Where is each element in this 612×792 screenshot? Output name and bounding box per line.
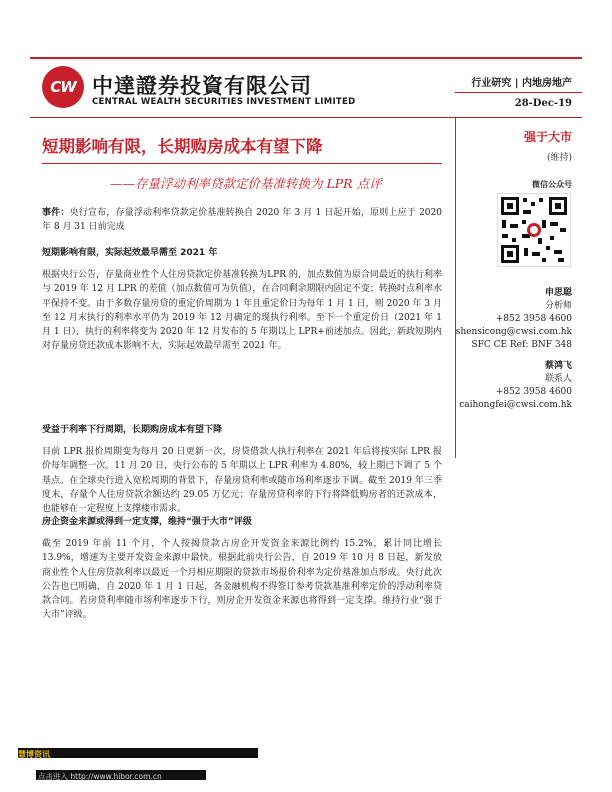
section-text-3: 截至 2019 年前 11 个月，个人按揭贷款占房企开发资金来源比例约 15.2%，累计同比增长 13.9%，增速为主要开发资金来源中最快。根据此前央行公告，自 2019 年 10 月 8 日起，新发放商业性个人住房贷款利率以最近一个月相应期限的贷款市场报价利率为定价基准加点形成。央行此次公告也已明确，自 2020 年 1 月 1 日起，各金融机构不得签订参考贷款基准利率定价的浮动利率贷款合同。若房贷利率随市场利率逐步下行，则房企开发资金来源也将得到一定支撑。维持行业“强于大市”评级。 — [42, 539, 442, 621]
title-rule — [42, 163, 442, 164]
contact-email[interactable]: caihongfei@cwsi.com.hk — [459, 400, 572, 410]
footer-watermark-bar — [18, 748, 258, 758]
contact-name: 蔡鸿飞 — [544, 361, 572, 371]
report-date: 28-Dec-19 — [514, 98, 572, 109]
analyst-name: 申思聪 — [544, 288, 572, 298]
company-name-en: CENTRAL WEALTH SECURITIES INVESTMENT LIMITED — [92, 97, 356, 107]
footer-link[interactable]: 点击进入 http://www.hibor.com.cn — [38, 772, 162, 781]
header-bottom-rule — [30, 117, 582, 118]
report-title: 短期影响有限，长期购房成本有望下降 — [42, 137, 323, 156]
company-name-cn: 中達證券投資有限公司 — [92, 74, 312, 98]
wechat-label: 微信公众号 — [532, 180, 572, 189]
contact-role: 联系人 — [544, 374, 572, 384]
header-top-rule — [30, 57, 582, 59]
analyst-block-1 — [456, 287, 572, 352]
logo-text: CW — [50, 78, 76, 96]
footer-watermark: 慧博资讯 — [18, 750, 50, 759]
section-heading-3: 房企资金来源或得到一定支撑，维持“强于大市”评级 — [42, 517, 252, 527]
section-text-1: 根据央行公告，存量商业性个人住房贷款定价基准转换为LPR 的，加点数值为原合同最近的执行利率与 2019 年 12 月 LPR 的差值（加点数值可为负值），在合同剩余期限内固定不变；转换时点利率水平保持不变。由于多数存量房贷的重定价周期为 1 年且重定价日为每年 1 月 1 日，则 2020 年 3 月至 12 月末执行的利率水平仍为 2019 年 12 月确定的现执行利率。至下一个重定价日（2021 年 1 月 1 日），执行的利率将变为 2020 年 12 月发布的 5 年期以上 LPR+前述加点。因此，新政短期内对存量房贷还款成本影响不大，实际起效最早需至 2021 年。 — [42, 270, 442, 352]
event-text: 央行宣布，存量浮动利率贷款定价基准转换自 2020 年 3 月 1 日起开始，原则上应于 2020 年 8 月 31 日前完成 — [42, 208, 442, 233]
analyst-role: 分析师 — [544, 301, 572, 311]
section-heading-2: 受益于利率下行周期，长期购房成本有望下降 — [42, 425, 223, 435]
event-label: 事件： — [42, 208, 70, 218]
analyst-block-2 — [459, 360, 572, 412]
rating-note: (维持) — [546, 153, 572, 163]
report-subtitle: ——存量浮动利率贷款定价基准转换为 LPR 点评 — [110, 176, 382, 191]
event-paragraph — [42, 206, 442, 235]
section-text-2: 目前 LPR 报价周期变为每月 20 日更新一次，房贷借款人执行利率在 2021 年后将按实际 LPR 报价每年调整一次。11 月 20 日，央行公布的 5 年期以上 LPR 利率为 4.80%，较上期已下调了 5 个基点。在全球央行进入宽松周期的背景下，存量房贷利率或随市场利率逐步下调。截至 2019 年三季度末，存量个人住房贷款余额达约 29.05 万亿元；存量房贷利率的下行将降低购房者的还款成本，也能够在一定程度上支撑楼市需求。 — [42, 447, 442, 515]
rating: 强于大市 — [523, 130, 572, 144]
contact-phone: +852 3958 4600 — [495, 387, 572, 397]
analyst-email[interactable]: shensicong@cwsi.com.hk — [455, 327, 572, 337]
header-side-rule — [455, 92, 582, 93]
company-logo — [42, 66, 84, 108]
analyst-ce-ref: SFC CE Ref: BNF 348 — [471, 340, 572, 350]
report-sector: 行业研究 | 内地房地产 — [471, 78, 572, 89]
analyst-phone: +852 3958 4600 — [495, 314, 572, 324]
section-heading-1: 短期影响有限，实际起效最早需至 2021 年 — [42, 248, 218, 258]
wechat-qr-code — [497, 193, 571, 267]
